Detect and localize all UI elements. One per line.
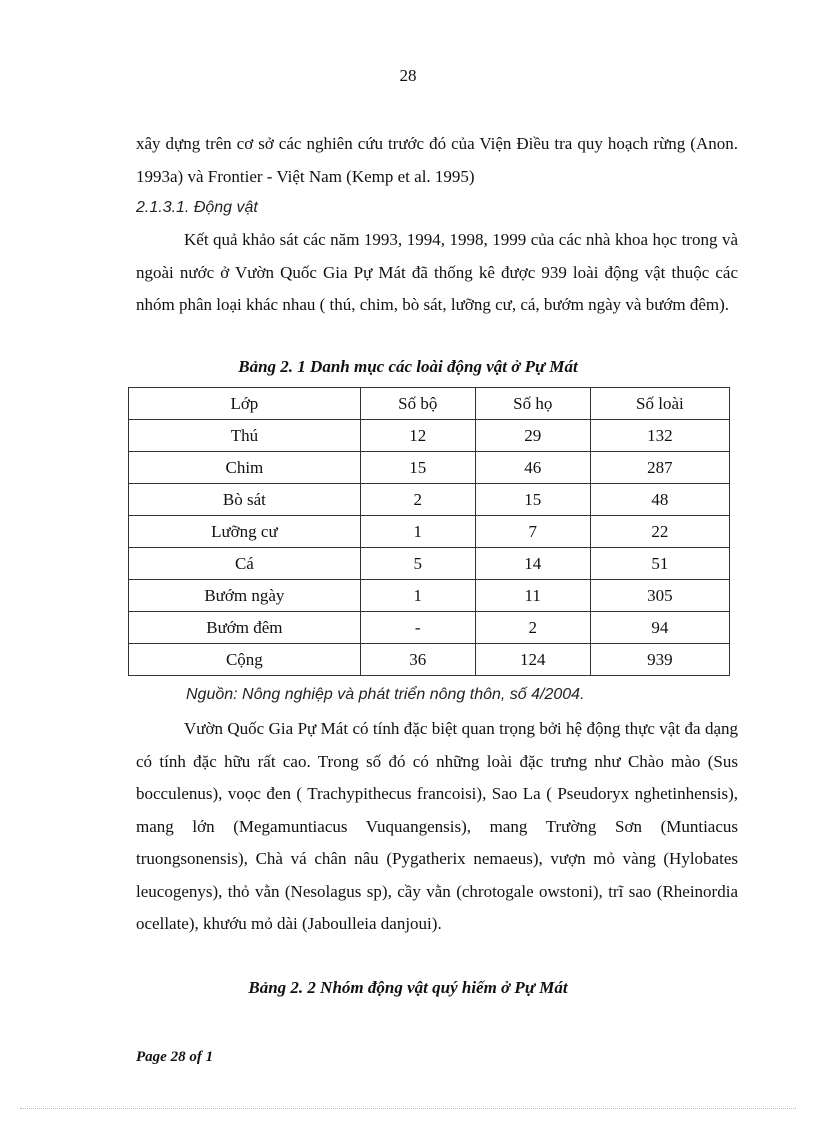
header-families: Số họ (475, 388, 590, 420)
table1-source: Nguồn: Nông nghiệp và phát triển nông thôn, số 4/2004. (186, 686, 585, 703)
intro-paragraph: xây dựng trên cơ sở các nghiên cứu trước đó của Viện Điều tra quy hoạch rừng (Anon. 1993a) và Frontier - Việt Nam (Kemp et al. 1995) (136, 134, 738, 186)
table-row (129, 420, 730, 452)
cell-class: Bướm đêm (129, 612, 361, 644)
cell-families: 11 (475, 580, 590, 612)
section-heading: 2.1.3.1. Động vật (136, 199, 258, 216)
cell-orders: 12 (360, 420, 475, 452)
cell-families: 46 (475, 452, 590, 484)
survey-paragraph: Kết quả khảo sát các năm 1993, 1994, 1998, 1999 của các nhà khoa học trong và ngoài nước ở Vườn Quốc Gia Pự Mát đã thống kê được 939 loài động vật thuộc các nhóm phân loại khác nhau ( thú, chim, bò sát, lưỡng cư, cá, bướm ngày và bướm đêm). (136, 230, 738, 314)
cell-orders: 1 (360, 580, 475, 612)
cell-families: 7 (475, 516, 590, 548)
cell-species: 132 (590, 420, 729, 452)
header-class: Lớp (129, 388, 361, 420)
table-row (129, 548, 730, 580)
cell-species: 22 (590, 516, 729, 548)
cell-class: Bò sát (129, 484, 361, 516)
table2-caption: Bảng 2. 2 Nhóm động vật quý hiếm ở Pự Mát (248, 978, 568, 997)
table-total-row (129, 644, 730, 676)
cell-class: Cá (129, 548, 361, 580)
table-row (129, 580, 730, 612)
table-row (129, 612, 730, 644)
cell-orders: - (360, 612, 475, 644)
cell-class: Cộng (129, 644, 361, 676)
cell-families: 29 (475, 420, 590, 452)
cell-orders: 1 (360, 516, 475, 548)
table-row (129, 484, 730, 516)
cell-class: Bướm ngày (129, 580, 361, 612)
cell-species: 48 (590, 484, 729, 516)
species-paragraph: Vườn Quốc Gia Pự Mát có tính đặc biệt quan trọng bởi hệ động thực vật đa dạng có tính đặc hữu rất cao. Trong số đó có những loài đặc trưng như Chào mào (Sus bocculenus), voọc đen ( Trachypithecus francoisi), Sao La ( Pseudoryx nghetinhensis), mang lớn (Megamuntiacus Vuquangensis), mang Trường Sơn (Muntiacus truongsonensis), Chà vá chân nâu (Pygatherix nemaeus), vượn mỏ vàng (Hylobates leucogenys), thỏ vằn (Nesolagus sp), cầy vằn (chrotogale owstoni), trĩ sao (Rheinordia ocellate), khướu mỏ dài (Jaboulleia danjoui). (136, 719, 738, 933)
cell-species: 287 (590, 452, 729, 484)
page-footer: Page 28 of 1 (136, 1049, 214, 1065)
cell-families: 14 (475, 548, 590, 580)
cell-families: 15 (475, 484, 590, 516)
page-number: 28 (399, 66, 417, 85)
cell-species: 939 (590, 644, 729, 676)
cell-orders: 15 (360, 452, 475, 484)
cell-species: 51 (590, 548, 729, 580)
cell-species: 305 (590, 580, 729, 612)
header-orders: Số bộ (360, 388, 475, 420)
cell-orders: 2 (360, 484, 475, 516)
animal-table (128, 387, 730, 676)
cell-species: 94 (590, 612, 729, 644)
cell-families: 2 (475, 612, 590, 644)
cell-orders: 36 (360, 644, 475, 676)
cell-class: Thú (129, 420, 361, 452)
cell-orders: 5 (360, 548, 475, 580)
table1-caption: Bảng 2. 1 Danh mục các loài động vật ở Pự Mát (238, 357, 578, 376)
table-row (129, 516, 730, 548)
table-row (129, 452, 730, 484)
cell-class: Lưỡng cư (129, 516, 361, 548)
page-bottom-rule (20, 1108, 796, 1109)
cell-families: 124 (475, 644, 590, 676)
cell-class: Chim (129, 452, 361, 484)
header-species: Số loài (590, 388, 729, 420)
table-header-row (129, 388, 730, 420)
